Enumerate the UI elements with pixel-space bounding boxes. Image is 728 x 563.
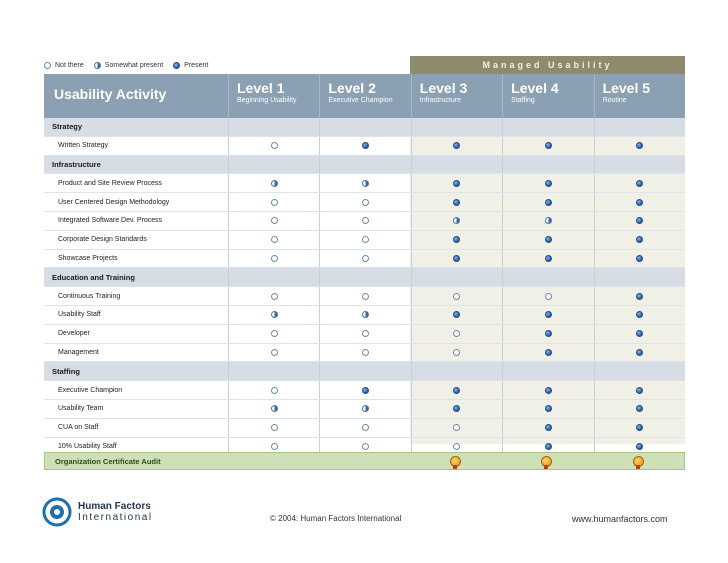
activity-label: Developer xyxy=(58,330,90,338)
level-cell xyxy=(319,268,410,286)
half-circle-icon xyxy=(453,217,460,224)
table-row xyxy=(44,250,685,269)
level-subtitle: Routine xyxy=(602,97,627,104)
filled-circle-icon xyxy=(636,142,643,149)
activity-label: Showcase Projects xyxy=(58,254,118,262)
table-row xyxy=(44,174,685,193)
level-cell xyxy=(594,193,685,211)
level-cell xyxy=(502,174,593,192)
level-cell xyxy=(502,287,593,305)
activity-label: Corporate Design Standards xyxy=(58,236,147,244)
level-cell xyxy=(411,193,502,211)
level-cell xyxy=(594,118,685,136)
section-row xyxy=(44,118,685,137)
filled-circle-icon xyxy=(453,180,460,187)
empty-circle-icon xyxy=(453,330,460,337)
certificate-cell xyxy=(410,456,501,467)
level-cell xyxy=(411,344,502,362)
level-cell xyxy=(411,268,502,286)
table-row xyxy=(44,381,685,400)
empty-circle-icon xyxy=(362,443,369,450)
empty-circle-icon xyxy=(271,199,278,206)
activity-label: CUA on Staff xyxy=(58,424,99,432)
level-cell xyxy=(502,400,593,418)
level-cell xyxy=(319,118,410,136)
level-cell xyxy=(319,344,410,362)
empty-circle-icon xyxy=(271,217,278,224)
empty-circle-icon xyxy=(362,349,369,356)
level-cell xyxy=(594,381,685,399)
level-cell xyxy=(228,362,319,380)
filled-circle-icon xyxy=(636,293,643,300)
empty-circle-icon xyxy=(362,255,369,262)
filled-circle-icon xyxy=(636,217,643,224)
table-row xyxy=(44,193,685,212)
legend-somewhat-present xyxy=(94,62,163,69)
level-cell xyxy=(228,419,319,437)
half-circle-icon xyxy=(94,62,101,69)
empty-circle-icon xyxy=(271,424,278,431)
level-cell xyxy=(411,174,502,192)
hfi-logo xyxy=(42,497,153,527)
filled-circle-icon xyxy=(545,236,552,243)
section-label: Infrastructure xyxy=(52,159,101,169)
empty-circle-icon xyxy=(271,349,278,356)
filled-circle-icon xyxy=(545,443,552,450)
level-cell xyxy=(228,381,319,399)
level-cell xyxy=(594,400,685,418)
filled-circle-icon xyxy=(636,236,643,243)
activity-label: Usability Staff xyxy=(58,311,101,319)
table-header xyxy=(44,74,685,118)
empty-circle-icon xyxy=(271,142,278,149)
filled-circle-icon xyxy=(636,311,643,318)
level-title: Level 1 xyxy=(237,80,285,96)
level-cell xyxy=(228,156,319,174)
filled-circle-icon xyxy=(545,424,552,431)
section-row xyxy=(44,156,685,175)
level-cell xyxy=(502,156,593,174)
level-cell xyxy=(228,344,319,362)
half-circle-icon xyxy=(545,217,552,224)
level-cell xyxy=(228,212,319,230)
header-usability-activity: Usability Activity xyxy=(54,86,167,102)
level-cell xyxy=(411,419,502,437)
filled-circle-icon xyxy=(636,180,643,187)
level-cell xyxy=(228,325,319,343)
filled-circle-icon xyxy=(636,424,643,431)
activity-label: Product and Site Review Process xyxy=(58,179,162,187)
eye-logo-icon xyxy=(42,497,72,527)
legend xyxy=(44,57,208,73)
level-cell xyxy=(594,287,685,305)
level-cell xyxy=(411,287,502,305)
level-cell xyxy=(502,381,593,399)
table-row xyxy=(44,419,685,438)
level-cell xyxy=(228,118,319,136)
level-cell xyxy=(319,137,410,155)
header-level-4 xyxy=(502,74,593,118)
level-cell xyxy=(502,306,593,324)
level-cell xyxy=(594,362,685,380)
level-cell xyxy=(411,325,502,343)
level-cell xyxy=(411,362,502,380)
level-cell xyxy=(594,344,685,362)
empty-circle-icon xyxy=(271,330,278,337)
level-cell xyxy=(411,306,502,324)
level-cell xyxy=(502,362,593,380)
level-cell xyxy=(594,268,685,286)
managed-usability-label: Managed Usability xyxy=(410,56,685,74)
level-cell xyxy=(411,156,502,174)
level-cell xyxy=(411,231,502,249)
table-row xyxy=(44,287,685,306)
level-cell xyxy=(502,344,593,362)
empty-circle-icon xyxy=(271,255,278,262)
level-cell xyxy=(319,306,410,324)
filled-circle-icon xyxy=(545,180,552,187)
level-cell xyxy=(319,156,410,174)
empty-circle-icon xyxy=(271,443,278,450)
level-cell xyxy=(319,193,410,211)
section-label: Staffing xyxy=(52,366,80,376)
activity-label: Management xyxy=(58,348,99,356)
filled-circle-icon xyxy=(636,255,643,262)
level-cell xyxy=(411,137,502,155)
level-cell xyxy=(228,306,319,324)
level-cell xyxy=(502,137,593,155)
level-cell xyxy=(228,268,319,286)
level-cell xyxy=(319,212,410,230)
level-cell xyxy=(594,306,685,324)
empty-circle-icon xyxy=(362,199,369,206)
section-row xyxy=(44,362,685,381)
filled-circle-icon xyxy=(545,349,552,356)
legend-present xyxy=(173,62,208,69)
filled-circle-icon xyxy=(453,142,460,149)
level-cell xyxy=(228,231,319,249)
level-cell xyxy=(411,250,502,268)
empty-circle-icon xyxy=(362,424,369,431)
level-cell xyxy=(228,174,319,192)
half-circle-icon xyxy=(271,311,278,318)
empty-circle-icon xyxy=(362,330,369,337)
section-label: Strategy xyxy=(52,122,83,132)
certificate-cell xyxy=(501,456,592,467)
level-cell xyxy=(502,193,593,211)
filled-circle-icon xyxy=(545,330,552,337)
level-subtitle: Beginning Usability xyxy=(237,97,297,104)
empty-circle-icon xyxy=(362,293,369,300)
empty-circle-icon xyxy=(453,424,460,431)
activity-label: Executive Champion xyxy=(58,386,123,394)
header-level-2 xyxy=(319,74,410,118)
activity-label: Usability Team xyxy=(58,405,104,413)
filled-circle-icon xyxy=(453,387,460,394)
level-cell xyxy=(319,287,410,305)
section-row xyxy=(44,268,685,287)
level-cell xyxy=(411,118,502,136)
level-subtitle: Staffing xyxy=(511,97,535,104)
empty-circle-icon xyxy=(362,217,369,224)
maturity-grid xyxy=(44,118,685,456)
table-row xyxy=(44,231,685,250)
empty-circle-icon xyxy=(453,349,460,356)
empty-circle-icon xyxy=(453,443,460,450)
level-cell xyxy=(228,250,319,268)
certificate-row xyxy=(44,452,685,470)
level-cell xyxy=(319,250,410,268)
level-cell xyxy=(319,400,410,418)
level-cell xyxy=(411,400,502,418)
level-cell xyxy=(594,231,685,249)
activity-label: Written Strategy xyxy=(58,142,109,150)
half-circle-icon xyxy=(362,180,369,187)
level-cell xyxy=(228,287,319,305)
level-cell xyxy=(228,137,319,155)
level-cell xyxy=(502,268,593,286)
level-cell xyxy=(228,193,319,211)
level-cell xyxy=(502,419,593,437)
half-circle-icon xyxy=(271,405,278,412)
level-cell xyxy=(594,137,685,155)
empty-circle-icon xyxy=(271,236,278,243)
filled-circle-icon xyxy=(453,199,460,206)
legend-label: Not there xyxy=(55,61,84,69)
website-url: www.humanfactors.com xyxy=(572,514,668,524)
medal-icon xyxy=(633,456,644,467)
level-cell xyxy=(502,325,593,343)
level-cell xyxy=(319,419,410,437)
empty-circle-icon xyxy=(362,236,369,243)
level-cell xyxy=(594,156,685,174)
empty-circle-icon xyxy=(271,293,278,300)
logo-line-1: Human Factors xyxy=(78,501,151,512)
copyright-text: © 2004: Human Factors International xyxy=(270,514,402,523)
filled-circle-icon xyxy=(545,405,552,412)
level-cell xyxy=(502,118,593,136)
filled-circle-icon xyxy=(545,387,552,394)
empty-circle-icon xyxy=(545,293,552,300)
level-cell xyxy=(411,212,502,230)
header-level-5 xyxy=(594,74,685,118)
level-cell xyxy=(594,174,685,192)
legend-label: Somewhat present xyxy=(104,61,164,69)
header-level-3 xyxy=(411,74,502,118)
activity-label: 10% Usability Staff xyxy=(58,442,117,450)
filled-circle-icon xyxy=(636,349,643,356)
legend-label: Present xyxy=(184,61,209,69)
certificate-label: Organization Certificate Audit xyxy=(55,456,161,466)
level-cell xyxy=(502,212,593,230)
level-cell xyxy=(319,174,410,192)
filled-circle-icon xyxy=(453,311,460,318)
level-cell xyxy=(411,381,502,399)
medal-icon xyxy=(450,456,461,467)
filled-circle-icon xyxy=(362,387,369,394)
level-title: Level 5 xyxy=(602,80,651,96)
level-cell xyxy=(594,212,685,230)
filled-circle-icon xyxy=(636,443,643,450)
logo-line-2: International xyxy=(78,512,153,523)
empty-circle-icon xyxy=(453,293,460,300)
level-subtitle: Executive Champion xyxy=(328,97,393,104)
filled-circle-icon xyxy=(453,255,460,262)
table-row xyxy=(44,306,685,325)
filled-circle-icon xyxy=(636,387,643,394)
level-cell xyxy=(319,231,410,249)
level-cell xyxy=(594,419,685,437)
section-label: Education and Training xyxy=(52,272,135,282)
filled-circle-icon xyxy=(636,330,643,337)
filled-circle-icon xyxy=(636,199,643,206)
level-subtitle: Infrastructure xyxy=(419,97,462,104)
filled-circle-icon xyxy=(545,311,552,318)
empty-circle-icon xyxy=(44,62,51,69)
table-row xyxy=(44,325,685,344)
level-title: Level 4 xyxy=(511,80,559,96)
level-cell xyxy=(502,250,593,268)
filled-circle-icon xyxy=(636,405,643,412)
half-circle-icon xyxy=(362,311,369,318)
table-row xyxy=(44,137,685,156)
filled-circle-icon xyxy=(362,142,369,149)
half-circle-icon xyxy=(271,180,278,187)
level-cell xyxy=(319,325,410,343)
activity-label: Integrated Software Dev. Process xyxy=(58,217,163,225)
activity-label: Continuous Training xyxy=(58,292,121,300)
level-cell xyxy=(594,325,685,343)
medal-icon xyxy=(541,456,552,467)
legend-not-there xyxy=(44,62,84,69)
filled-circle-icon xyxy=(545,255,552,262)
empty-circle-icon xyxy=(271,387,278,394)
table-row xyxy=(44,212,685,231)
level-cell xyxy=(594,250,685,268)
level-title: Level 3 xyxy=(419,80,468,96)
filled-circle-icon xyxy=(545,142,552,149)
level-cell xyxy=(319,381,410,399)
filled-circle-icon xyxy=(173,62,180,69)
filled-circle-icon xyxy=(453,405,460,412)
half-circle-icon xyxy=(362,405,369,412)
level-cell xyxy=(502,231,593,249)
table-row xyxy=(44,400,685,419)
level-title: Level 2 xyxy=(328,80,376,96)
certificate-cell xyxy=(593,456,684,467)
certificate-cells xyxy=(227,456,684,467)
level-cell xyxy=(228,400,319,418)
level-cell xyxy=(319,362,410,380)
activity-label: User Centered Design Methodology xyxy=(58,198,170,206)
table-row xyxy=(44,344,685,363)
filled-circle-icon xyxy=(545,199,552,206)
header-level-1 xyxy=(228,74,319,118)
filled-circle-icon xyxy=(453,236,460,243)
